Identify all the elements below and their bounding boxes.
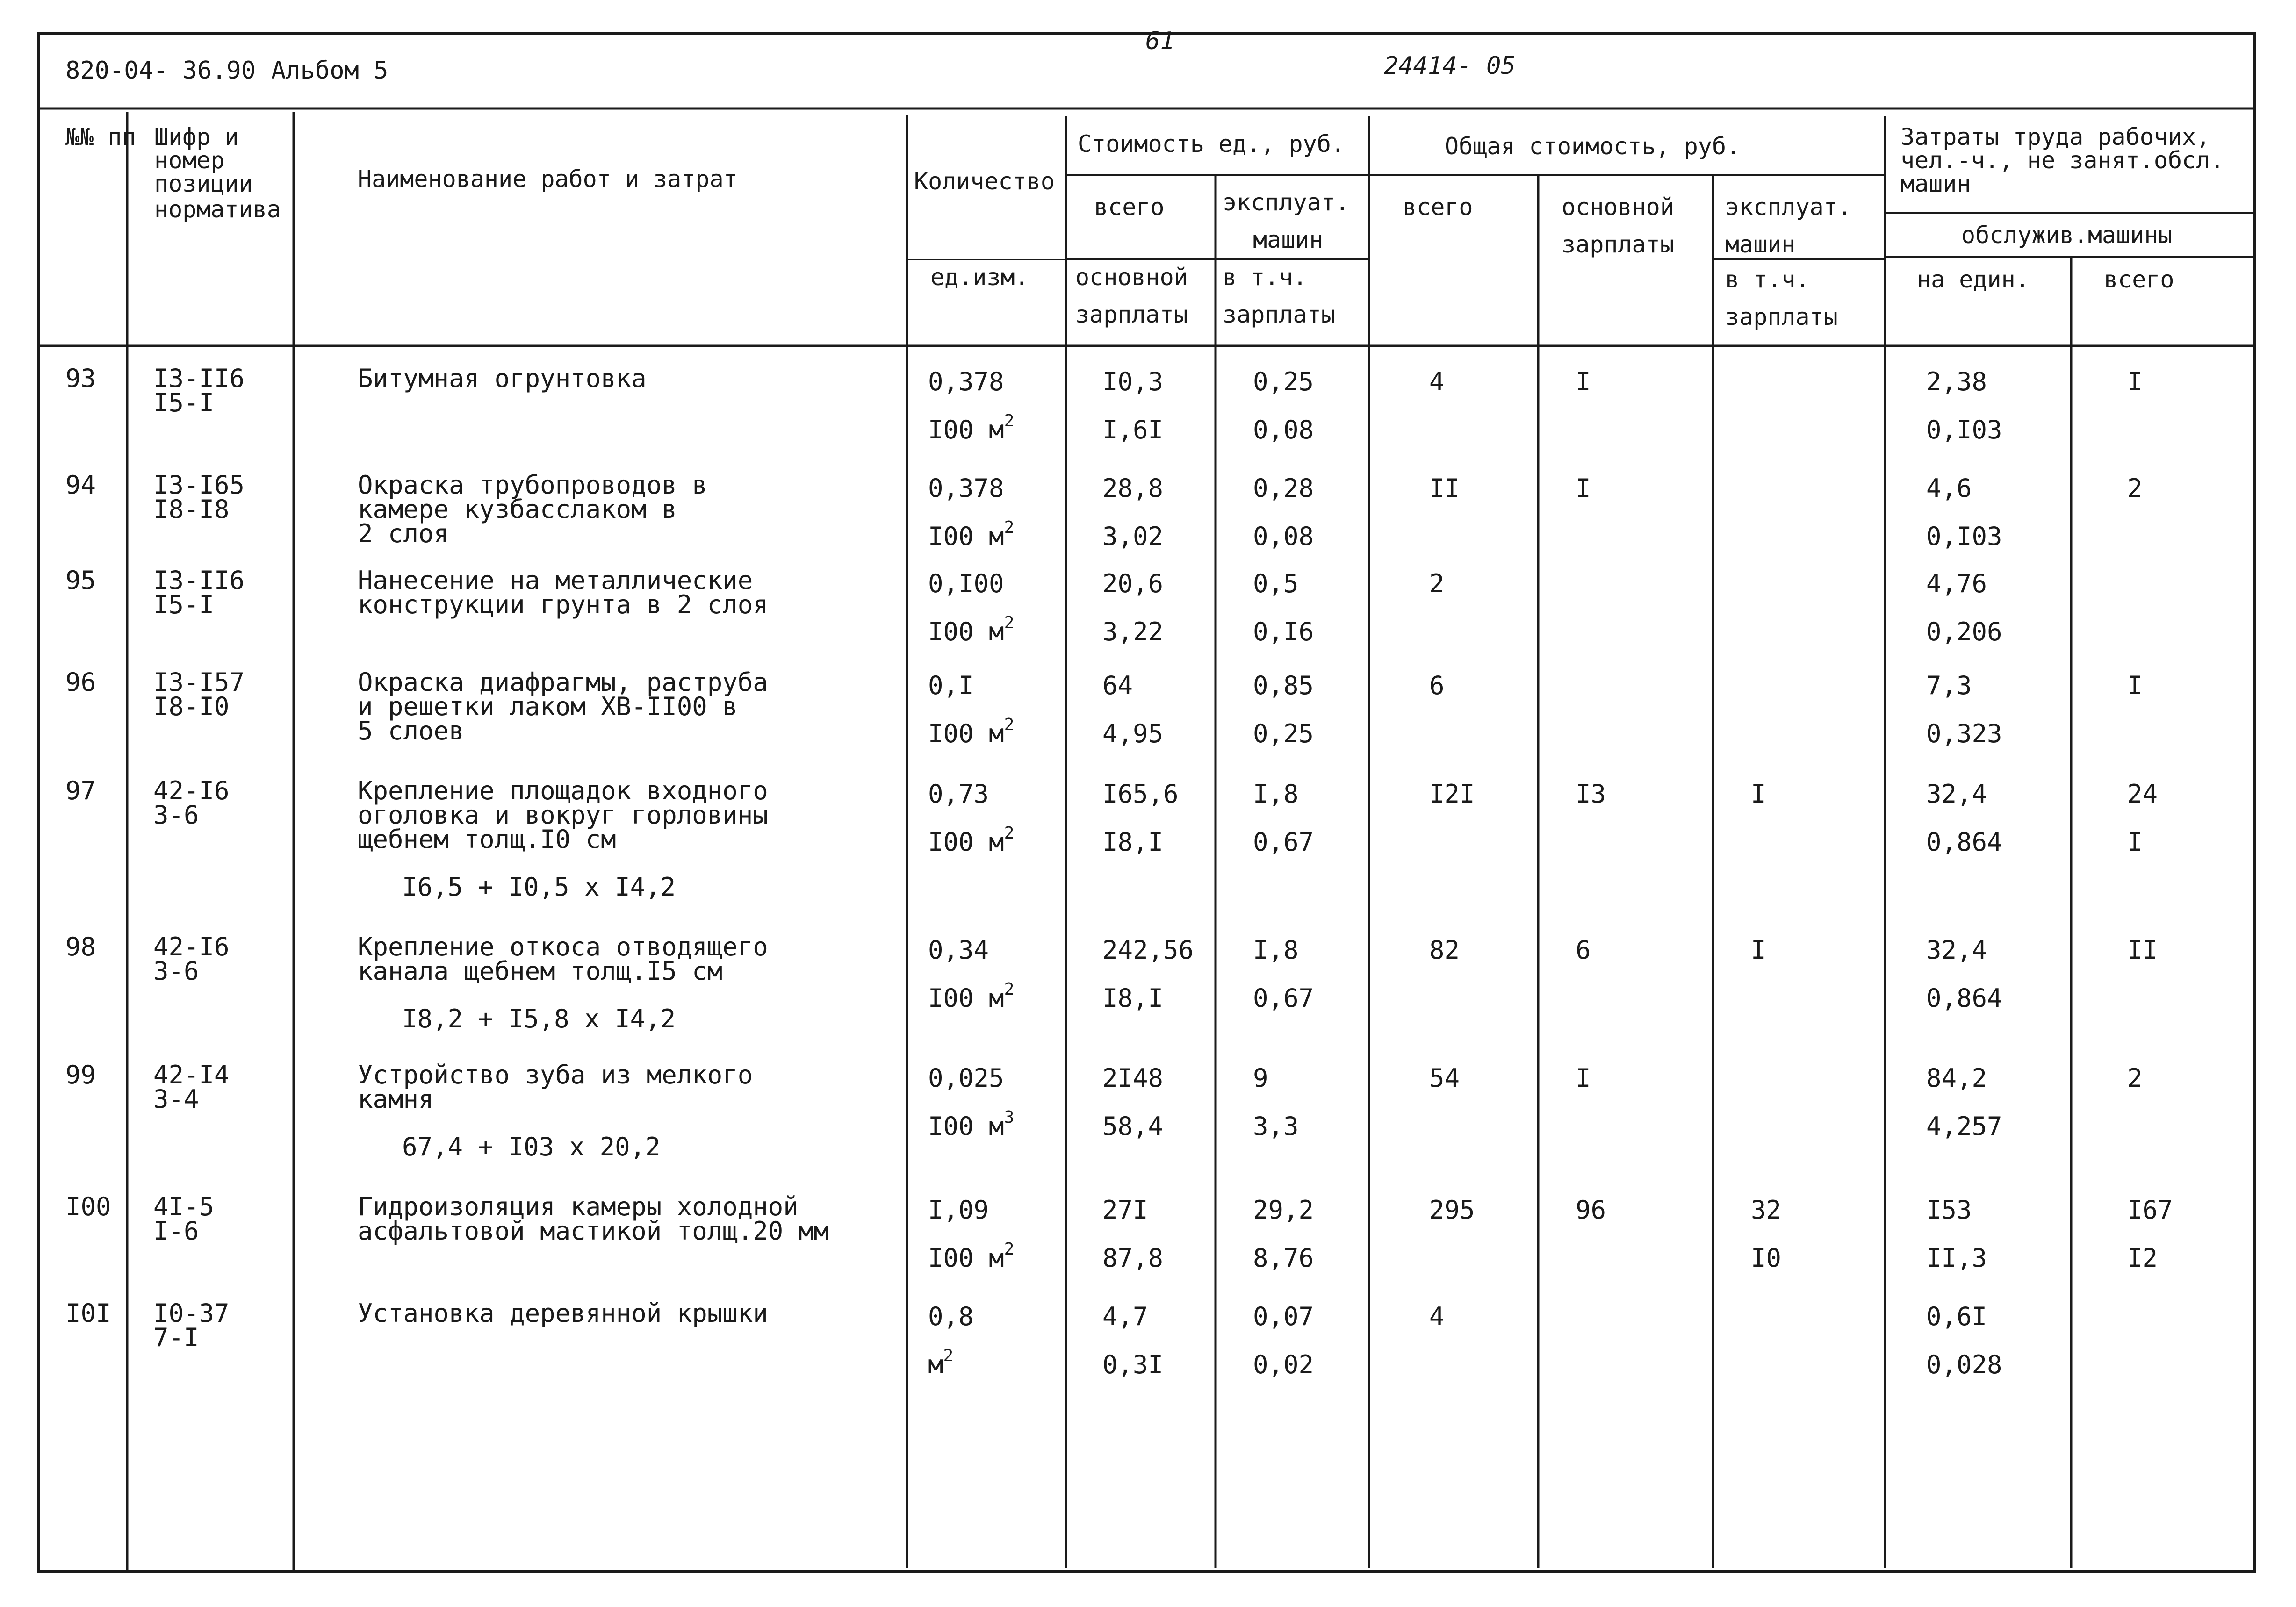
- work-name: и решетки лаком ХВ-II00 в: [358, 692, 738, 721]
- labor-total-service: I2: [2127, 1243, 2158, 1273]
- work-name: Окраска диафрагмы, раструба: [358, 667, 768, 697]
- labor-per-unit: 4,6: [1926, 473, 1972, 503]
- norm-code: I0-37: [153, 1299, 230, 1328]
- work-name: оголовка и вокруг горловины: [358, 800, 768, 830]
- labor-per-unit-service: 0,864: [1926, 827, 2002, 857]
- header-code: [154, 123, 281, 223]
- work-name: щебнем толщ.I0 см: [358, 825, 616, 854]
- table-row: [65, 1192, 2173, 1273]
- norm-code: I3-II6: [153, 364, 245, 393]
- labor-per-unit-service: 0,028: [1926, 1350, 2002, 1379]
- labor-per-unit-service: II,3: [1926, 1243, 1987, 1273]
- header-total-total: всего: [1403, 194, 1473, 221]
- svg-text:чел.-ч., не занят.обсл.: чел.-ч., не занят.обсл.: [1900, 147, 2224, 174]
- unit-cost-total: 242,56: [1102, 935, 1194, 965]
- labor-per-unit: 4,76: [1926, 569, 1987, 598]
- header-unit: ед.изм.: [930, 264, 1029, 291]
- header-total-base-salary: [1562, 194, 1674, 258]
- quantity: 0,I: [928, 671, 974, 700]
- norm-code: I3-I57: [153, 667, 245, 697]
- header-unit-total: всего: [1094, 194, 1165, 221]
- total-machines: 32: [1751, 1195, 1782, 1225]
- row-number: 99: [65, 1060, 96, 1090]
- svg-text:машин: машин: [1900, 170, 1971, 197]
- row-number: 97: [65, 776, 96, 805]
- total-base-salary: I: [1576, 1063, 1591, 1093]
- quantity: 0,378: [928, 367, 1004, 396]
- table-row: [65, 667, 2143, 748]
- norm-code: I5-I: [153, 388, 215, 417]
- norm-code: 3-4: [153, 1084, 199, 1114]
- norm-code: I3-I65: [153, 470, 245, 500]
- work-formula: I8,2 + I5,8 x I4,2: [402, 1004, 676, 1033]
- unit-cost-machines-salary: 8,76: [1253, 1243, 1314, 1273]
- header-labor-service: обслужив.машины: [1961, 222, 2173, 249]
- work-name: Гидроизоляция камеры холодной: [358, 1192, 799, 1221]
- svg-text:позиции: позиции: [154, 170, 253, 197]
- labor-per-unit-service: 0,206: [1926, 617, 2002, 646]
- total-cost: I2I: [1429, 779, 1475, 809]
- total-base-salary: I: [1576, 473, 1591, 503]
- svg-text:Шифр и: Шифр и: [154, 123, 239, 151]
- labor-per-unit: 2,38: [1926, 367, 1987, 396]
- labor-total-service: I: [2127, 827, 2143, 857]
- table-row: [65, 1060, 2143, 1162]
- unit: I00 $м^3$: [928, 1108, 1015, 1141]
- unit-cost-total: I0,3: [1102, 367, 1164, 396]
- svg-text:номер: номер: [154, 147, 225, 174]
- row-number: I00: [65, 1192, 111, 1221]
- svg-text:в т.ч.: в т.ч.: [1725, 266, 1810, 293]
- quantity: 0,378: [928, 473, 1004, 503]
- norm-code: 3-6: [153, 800, 199, 830]
- header-total-incl-salary: [1725, 266, 1838, 330]
- unit-cost-machines: I,8: [1253, 779, 1299, 809]
- row-number: 96: [65, 667, 96, 697]
- norm-code: 42-I4: [153, 1060, 230, 1090]
- unit-cost-total: I65,6: [1102, 779, 1179, 809]
- unit-cost-total: 27I: [1102, 1195, 1148, 1225]
- labor-total: 2: [2127, 1063, 2143, 1093]
- unit-cost-machines: 0,25: [1253, 367, 1314, 396]
- total-machines: I: [1751, 779, 1766, 809]
- work-name: 5 слоев: [358, 716, 464, 746]
- total-cost: 4: [1429, 1302, 1445, 1331]
- table-row: [65, 932, 2158, 1033]
- work-name: камере кузбасслаком в: [358, 495, 677, 524]
- album-label: Альбом 5: [271, 57, 389, 85]
- total-cost: 54: [1429, 1063, 1460, 1093]
- header-qty: Количество: [914, 168, 1055, 195]
- unit-cost-base-salary: 3,22: [1102, 617, 1164, 646]
- unit-cost-total: 4,7: [1102, 1302, 1148, 1331]
- unit-cost-machines-salary: 0,02: [1253, 1350, 1314, 1379]
- total-cost: 6: [1429, 671, 1445, 700]
- norm-code: 42-I6: [153, 776, 230, 805]
- work-name: камня: [358, 1084, 434, 1114]
- unit-cost-base-salary: 4,95: [1102, 719, 1164, 748]
- svg-text:зарплаты: зарплаты: [1075, 301, 1188, 328]
- unit-cost-total: 64: [1102, 671, 1133, 700]
- labor-per-unit-service: 0,I03: [1926, 522, 2002, 551]
- header-unit-base-salary: [1075, 264, 1188, 328]
- unit-cost-machines: 0,28: [1253, 473, 1314, 503]
- svg-text:зарплаты: зарплаты: [1725, 303, 1838, 330]
- work-formula: 67,4 + I03 x 20,2: [402, 1132, 661, 1162]
- header-total-machines: [1725, 194, 1852, 258]
- quantity: I,09: [928, 1195, 989, 1225]
- unit-cost-machines-salary: 0,08: [1253, 415, 1314, 445]
- svg-text:Затраты труда рабочих,: Затраты труда рабочих,: [1900, 123, 2210, 151]
- unit: I00 $м^2$: [928, 1240, 1015, 1273]
- norm-code: I8-I0: [153, 692, 230, 721]
- row-number: 98: [65, 932, 96, 961]
- work-name: Битумная огрунтовка: [358, 364, 647, 393]
- work-name: Нанесение на металлические: [358, 566, 753, 595]
- work-name: асфальтовой мастикой толщ.20 мм: [358, 1216, 829, 1246]
- header-name: Наименование работ и затрат: [358, 165, 738, 193]
- svg-text:норматива: норматива: [154, 196, 281, 223]
- svg-text:машин: машин: [1253, 226, 1324, 253]
- table-body: [65, 364, 2173, 1379]
- row-number: 93: [65, 364, 96, 393]
- labor-per-unit: 84,2: [1926, 1063, 1987, 1093]
- svg-text:основной: основной: [1075, 264, 1188, 291]
- labor-total: I67: [2127, 1195, 2173, 1225]
- svg-text:зарплаты: зарплаты: [1562, 231, 1674, 258]
- labor-per-unit-service: 4,257: [1926, 1112, 2002, 1141]
- labor-total: II: [2127, 935, 2158, 965]
- total-cost: 4: [1429, 367, 1445, 396]
- header-total-cost: Общая стоимость, руб.: [1445, 133, 1741, 160]
- total-cost: 82: [1429, 935, 1460, 965]
- norm-code: 7-I: [153, 1323, 199, 1352]
- norm-code: I3-II6: [153, 566, 245, 595]
- work-formula: I6,5 + I0,5 x I4,2: [402, 872, 676, 902]
- work-name: Окраска трубопроводов в: [358, 470, 707, 500]
- unit: I00 $м^2$: [928, 411, 1015, 445]
- unit: I00 $м^2$: [928, 824, 1015, 857]
- doc-header: [65, 27, 1516, 85]
- unit: I00 $м^2$: [928, 715, 1015, 748]
- quantity: 0,025: [928, 1063, 1004, 1093]
- unit-cost-total: 20,6: [1102, 569, 1164, 598]
- unit-cost-machines-salary: 0,67: [1253, 827, 1314, 857]
- total-base-salary: 6: [1576, 935, 1591, 965]
- unit-cost-machines-salary: 0,I6: [1253, 617, 1314, 646]
- unit-cost-base-salary: 3,02: [1102, 522, 1164, 551]
- page-number: 61: [1145, 27, 1175, 55]
- labor-total: 2: [2127, 473, 2143, 503]
- unit-cost-machines: 0,5: [1253, 569, 1299, 598]
- unit-cost-total: 28,8: [1102, 473, 1164, 503]
- svg-text:машин: машин: [1725, 231, 1796, 258]
- unit-cost-machines-salary: 0,67: [1253, 983, 1314, 1013]
- table-row: [65, 566, 2002, 646]
- unit: I00 $м^2$: [928, 518, 1015, 551]
- labor-per-unit: 32,4: [1926, 935, 1987, 965]
- row-number: I0I: [65, 1299, 111, 1328]
- work-name: Установка деревянной крышки: [358, 1299, 768, 1328]
- labor-total: I: [2127, 367, 2143, 396]
- work-name: 2 слоя: [358, 519, 449, 548]
- column-headers: [65, 123, 2224, 330]
- quantity: 0,8: [928, 1302, 974, 1331]
- labor-per-unit: 32,4: [1926, 779, 1987, 809]
- labor-total: I: [2127, 671, 2143, 700]
- row-number: 94: [65, 470, 96, 500]
- header-labor: [1900, 123, 2224, 197]
- total-cost: II: [1429, 473, 1460, 503]
- doc-code: 820-04- 36.90: [65, 57, 256, 85]
- header-labor-total: всего: [2104, 266, 2174, 293]
- unit-cost-base-salary: I8,I: [1102, 827, 1164, 857]
- labor-per-unit-service: 0,323: [1926, 719, 2002, 748]
- labor-per-unit-service: 0,I03: [1926, 415, 2002, 445]
- norm-code: 4I-5: [153, 1192, 215, 1221]
- total-cost: 295: [1429, 1195, 1475, 1225]
- work-name: Крепление откоса отводящего: [358, 932, 768, 961]
- work-name: Устройство зуба из мелкого: [358, 1060, 753, 1090]
- header-unit-machines: [1223, 189, 1349, 253]
- norm-code: 3-6: [153, 956, 199, 986]
- svg-text:зарплаты: зарплаты: [1223, 301, 1335, 328]
- svg-text:эксплуат.: эксплуат.: [1223, 189, 1349, 216]
- header-unit-cost: Стоимость ед., руб.: [1078, 130, 1345, 158]
- labor-per-unit: 0,6I: [1926, 1302, 1987, 1331]
- total-base-salary: I3: [1576, 779, 1606, 809]
- project-number: 24414- 05: [1384, 52, 1516, 80]
- norm-code: I-6: [153, 1216, 199, 1246]
- quantity: 0,I00: [928, 569, 1004, 598]
- unit-cost-base-salary: 0,3I: [1102, 1350, 1164, 1379]
- unit: I00 $м^2$: [928, 980, 1015, 1013]
- work-name: канала щебнем толщ.I5 см: [358, 956, 723, 986]
- quantity: 0,73: [928, 779, 989, 809]
- unit-cost-machines-salary: 3,3: [1253, 1112, 1299, 1141]
- total-base-salary: 96: [1576, 1195, 1606, 1225]
- unit-cost-machines: 0,07: [1253, 1302, 1314, 1331]
- total-machines: I: [1751, 935, 1766, 965]
- unit-cost-machines-salary: 0,08: [1253, 522, 1314, 551]
- header-num: №№ пп: [65, 123, 136, 151]
- norm-code: I8-I8: [153, 495, 230, 524]
- svg-text:основной: основной: [1562, 194, 1674, 221]
- table-row: [65, 776, 2158, 902]
- labor-total: 24: [2127, 779, 2158, 809]
- labor-per-unit: I53: [1926, 1195, 1972, 1225]
- norm-code: 42-I6: [153, 932, 230, 961]
- row-number: 95: [65, 566, 96, 595]
- unit-cost-base-salary: I,6I: [1102, 415, 1164, 445]
- unit: $м^2$: [928, 1346, 954, 1379]
- total-cost: 2: [1429, 569, 1445, 598]
- norm-code: I5-I: [153, 590, 215, 619]
- unit: I00 $м^2$: [928, 613, 1015, 646]
- table-row: [65, 364, 2143, 445]
- unit-cost-machines-salary: 0,25: [1253, 719, 1314, 748]
- unit-cost-base-salary: 58,4: [1102, 1112, 1164, 1141]
- unit-cost-machines: I,8: [1253, 935, 1299, 965]
- svg-text:в т.ч.: в т.ч.: [1223, 264, 1307, 291]
- svg-text:эксплуат.: эксплуат.: [1725, 194, 1852, 221]
- table-row: [65, 470, 2143, 551]
- table-row: [65, 1299, 2002, 1379]
- unit-cost-machines: 29,2: [1253, 1195, 1314, 1225]
- unit-cost-base-salary: 87,8: [1102, 1243, 1164, 1273]
- work-name: Крепление площадок входного: [358, 776, 768, 805]
- total-machines-salary: I0: [1751, 1243, 1782, 1273]
- unit-cost-total: 2I48: [1102, 1063, 1164, 1093]
- header-unit-incl-salary: [1223, 264, 1335, 328]
- labor-per-unit: 7,3: [1926, 671, 1972, 700]
- quantity: 0,34: [928, 935, 989, 965]
- unit-cost-machines: 9: [1253, 1063, 1268, 1093]
- work-name: конструкции грунта в 2 слоя: [358, 590, 768, 619]
- labor-per-unit-service: 0,864: [1926, 983, 2002, 1013]
- unit-cost-machines: 0,85: [1253, 671, 1314, 700]
- total-base-salary: I: [1576, 367, 1591, 396]
- unit-cost-base-salary: I8,I: [1102, 983, 1164, 1013]
- header-labor-per-unit: на един.: [1917, 266, 2030, 293]
